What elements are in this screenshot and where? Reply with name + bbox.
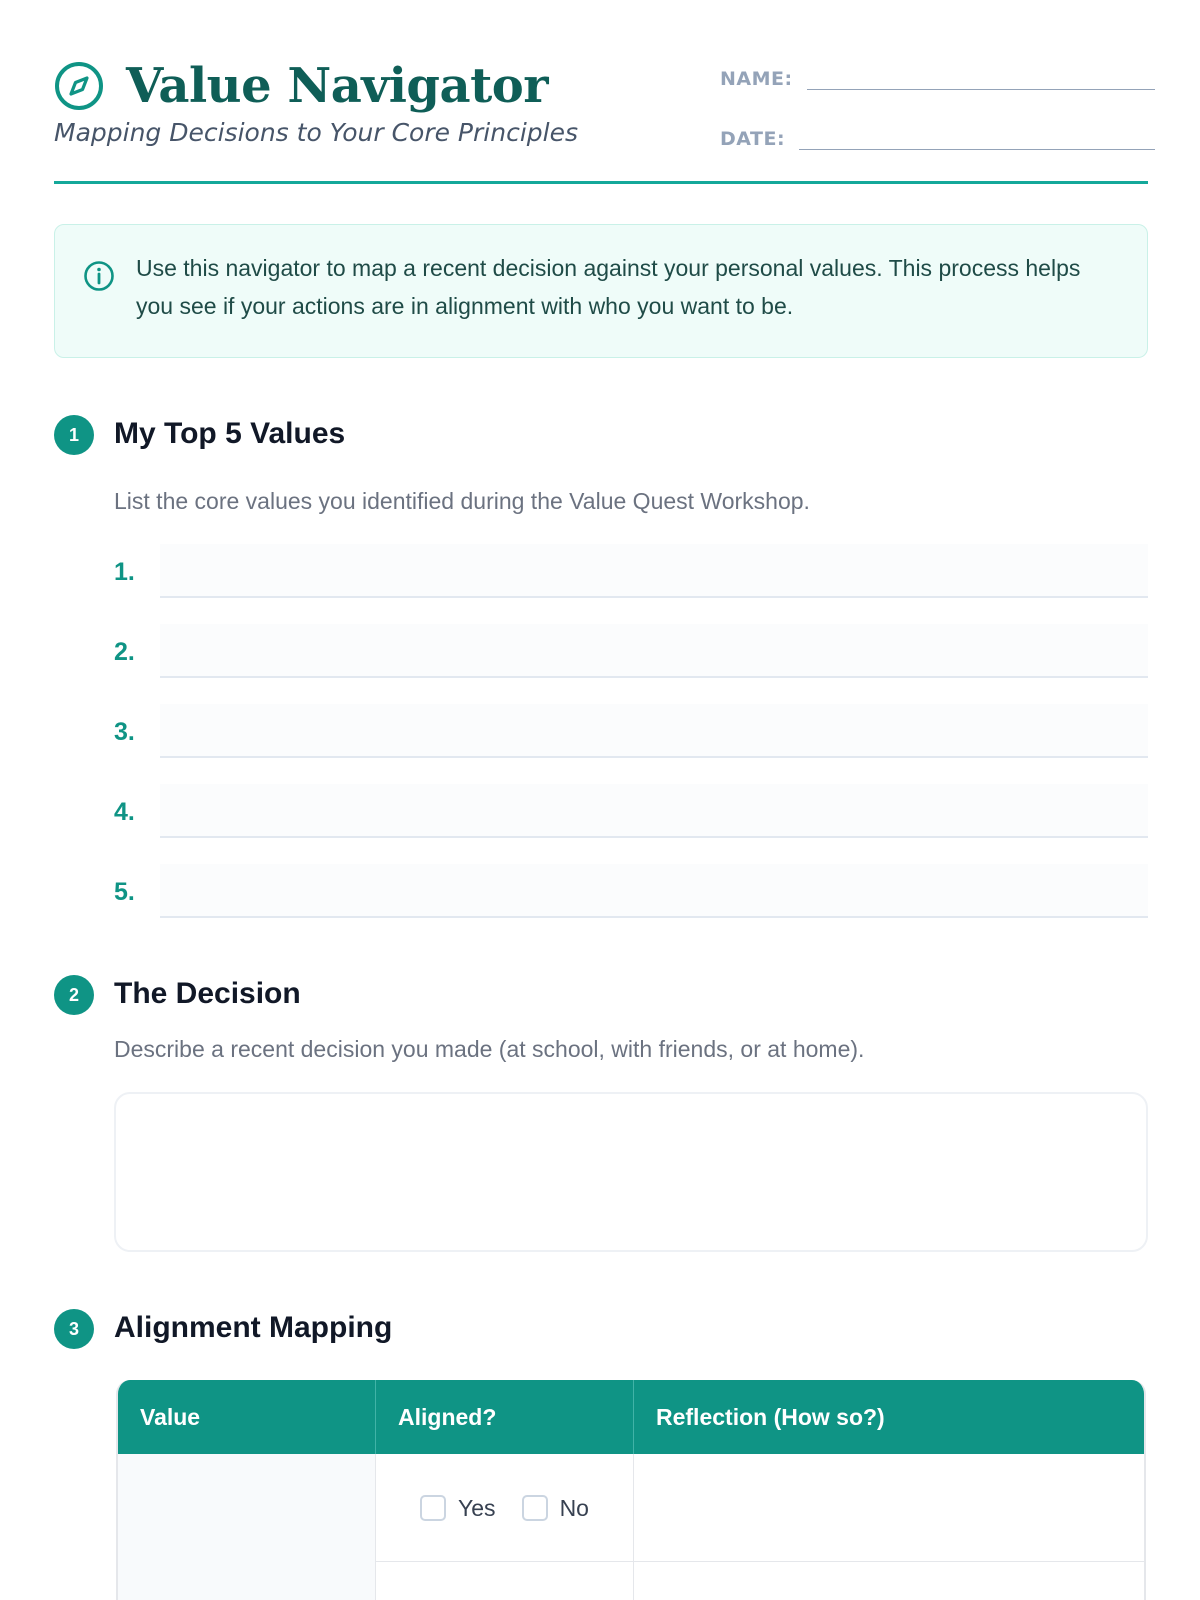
section-title-decision: The Decision	[114, 977, 301, 1010]
value-input[interactable]	[160, 784, 1148, 838]
section-title-top-values: My Top 5 Values	[114, 417, 346, 450]
date-label: DATE:	[720, 128, 786, 150]
value-row	[114, 624, 1148, 678]
value-input[interactable]	[160, 704, 1148, 758]
aligned-cell	[376, 1454, 634, 1562]
section-description: List the core values you identified during the Value Quest Workshop.	[114, 488, 810, 514]
page-subtitle: Mapping Decisions to Your Core Principles	[54, 118, 578, 147]
reflection-cell[interactable]	[634, 1454, 1146, 1562]
date-field	[720, 126, 1155, 150]
value-number: 5.	[114, 878, 135, 906]
section-number-badge: 1	[54, 415, 94, 455]
table-row	[118, 1562, 1146, 1600]
section-number-badge: 2	[54, 975, 94, 1015]
no-label: No	[559, 1494, 589, 1521]
info-icon	[83, 260, 115, 292]
value-input[interactable]	[160, 544, 1148, 598]
table-row	[118, 1454, 1146, 1562]
info-text: Use this navigator to map a recent decision against your personal values. This process helps you see if your actions are in alignment with who you want to be.	[136, 255, 1081, 319]
compass-icon	[54, 61, 104, 111]
value-cell[interactable]	[118, 1454, 376, 1562]
no-checkbox[interactable]	[522, 1495, 548, 1521]
page-title: Value Navigator	[126, 58, 549, 114]
date-input[interactable]	[799, 126, 1155, 150]
section-title-alignment: Alignment Mapping	[114, 1311, 393, 1344]
section-description: Describe a recent decision you made (at school, with friends, or at home).	[114, 1036, 865, 1062]
value-number: 1.	[114, 558, 135, 586]
column-header-aligned: Aligned?	[376, 1380, 634, 1454]
worksheet-header	[54, 52, 1148, 184]
info-callout	[54, 224, 1148, 358]
value-number: 3.	[114, 718, 135, 746]
value-number: 2.	[114, 638, 135, 666]
name-field	[720, 66, 1155, 90]
column-header-value: Value	[118, 1380, 376, 1454]
value-cell[interactable]	[118, 1562, 376, 1600]
value-input[interactable]	[160, 624, 1148, 678]
alignment-table	[116, 1380, 1146, 1600]
section-number-badge: 3	[54, 1309, 94, 1349]
value-row	[114, 704, 1148, 758]
brand	[54, 58, 548, 114]
yes-checkbox[interactable]	[420, 1495, 446, 1521]
value-row	[114, 864, 1148, 918]
value-input[interactable]	[160, 864, 1148, 918]
value-row	[114, 544, 1148, 598]
decision-textarea[interactable]	[114, 1092, 1148, 1252]
aligned-cell	[376, 1562, 634, 1600]
name-input[interactable]	[807, 66, 1155, 90]
value-row	[114, 784, 1148, 838]
yes-label: Yes	[458, 1494, 496, 1521]
column-header-reflection: Reflection (How so?)	[656, 1403, 885, 1430]
table-header	[118, 1380, 1146, 1454]
reflection-cell[interactable]	[634, 1562, 1146, 1600]
name-label: NAME:	[720, 68, 793, 90]
value-number: 4.	[114, 798, 135, 826]
